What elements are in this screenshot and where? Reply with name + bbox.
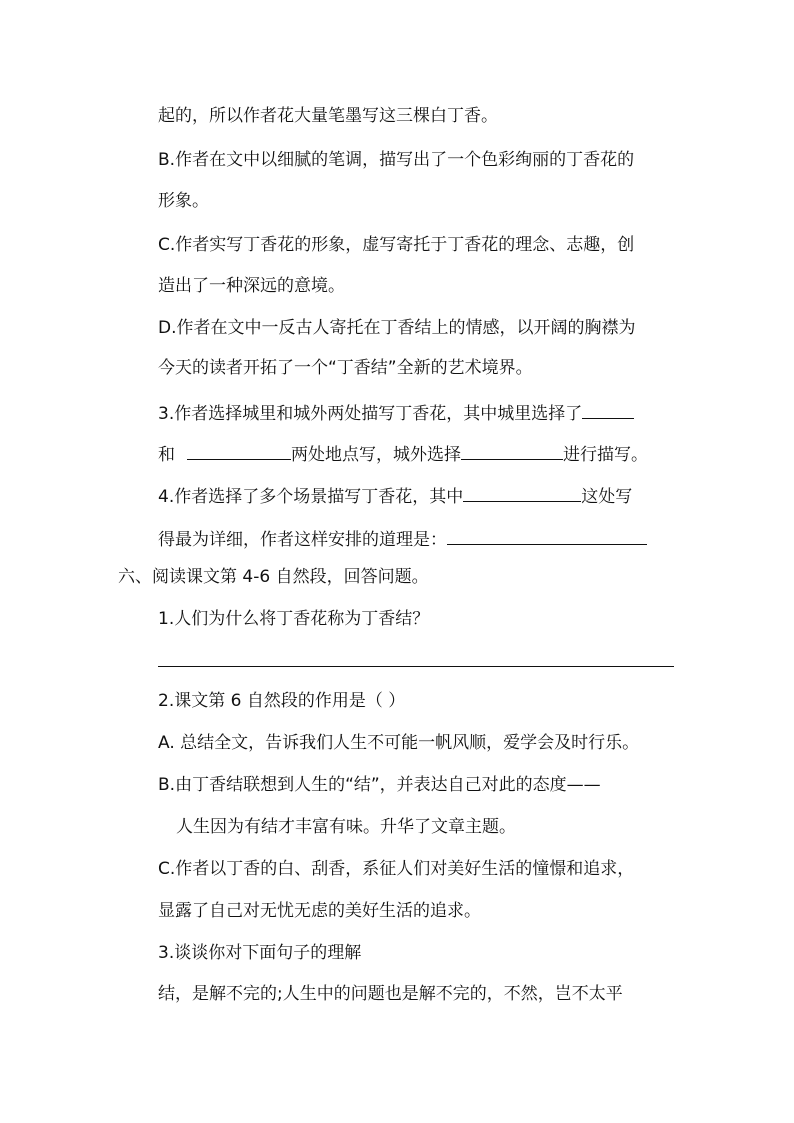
question-1: 1.人们为什么将丁香花称为丁香结？ <box>158 609 430 629</box>
answer-line[interactable] <box>158 666 674 667</box>
fill-blank[interactable] <box>463 483 581 502</box>
question-4 <box>158 483 632 505</box>
text-line: 人生因为有结才丰富有味。升华了文章主题。 <box>176 817 516 837</box>
question-3 <box>158 400 634 422</box>
text-line: 显露了自己对无忧无虑的美好生活的追求。 <box>158 901 481 921</box>
text-line: 形象。 <box>158 191 209 211</box>
text-line: 今天的读者开拓了一个“丁香结”全新的艺术境界。 <box>158 358 533 378</box>
option-b: B.由丁香结联想到人生的“结”，并表达自己对此的态度—— <box>158 775 601 795</box>
question-4-continued <box>158 526 647 548</box>
question-text: 两处地点写，城外选择 <box>291 445 461 465</box>
fill-blank[interactable] <box>447 526 647 545</box>
question-text: 3.作者选择城里和城外两处描写丁香花，其中城里选择了 <box>158 404 583 424</box>
fill-blank[interactable] <box>582 400 634 419</box>
question-2: 2.课文第 6 自然段的作用是（ ） <box>158 691 406 711</box>
option-d: D.作者在文中一反古人寄托在丁香结上的情感，以开阔的胸襟为 <box>158 318 636 338</box>
question-3: 3.谈谈你对下面句子的理解 <box>158 943 362 963</box>
question-text: 进行描写。 <box>563 445 648 465</box>
question-text: 4.作者选择了多个场景描写丁香花，其中 <box>158 487 464 507</box>
text-line: 起的，所以作者花大量笔墨写这三棵白丁香。 <box>158 106 498 126</box>
question-text: 得最为详细，作者这样安排的道理是： <box>158 530 447 550</box>
fill-blank[interactable] <box>187 441 291 460</box>
option-c: C.作者以丁香的白、刮香，系征人们对美好生活的憧憬和追求， <box>158 859 635 879</box>
question-text: 和 <box>158 445 175 465</box>
option-b: B.作者在文中以细腻的笔调，描写出了一个色彩绚丽的丁香花的 <box>158 150 635 170</box>
fill-blank[interactable] <box>461 441 563 460</box>
quote-text: 结，是解不完的;人生中的问题也是解不完的，不然，岂不太平 <box>158 984 623 1004</box>
section-heading: 六、阅读课文第 4-6 自然段，回答问题。 <box>118 567 429 587</box>
option-c: C.作者实写丁香花的形象，虚写寄托于丁香花的理念、志趣，创 <box>158 235 635 255</box>
question-3-continued <box>158 441 648 463</box>
option-a: A. 总结全文，告诉我们人生不可能一帆风顺，爱学会及时行乐。 <box>158 733 640 753</box>
question-text: 这处写 <box>581 487 633 507</box>
text-line: 造出了一种深远的意境。 <box>158 276 345 296</box>
